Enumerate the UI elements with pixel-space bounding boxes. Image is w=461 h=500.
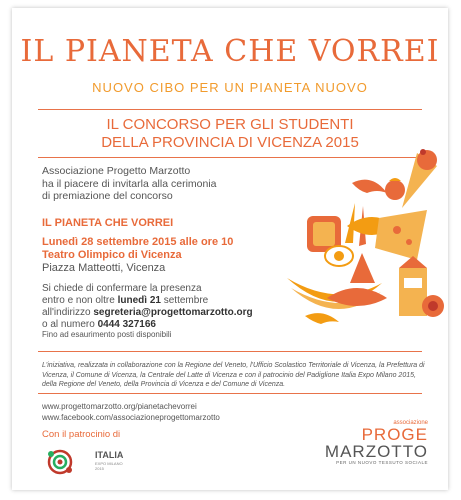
invitation-card bbox=[12, 8, 448, 490]
pm-logo-tagline: PER UN NUOVO TESSUTO SOCIALE bbox=[336, 460, 428, 465]
rsvp-line-3a: all'indirizzo bbox=[42, 307, 94, 318]
italia-logo-subtext: EXPO MILANO 2015 bbox=[95, 461, 123, 471]
ice-cream-icon bbox=[402, 149, 437, 208]
rsvp-line-1: Si chiede di confermare la presenza bbox=[42, 283, 202, 294]
shrimp-icon bbox=[305, 313, 339, 324]
shrimp-icon bbox=[352, 180, 387, 193]
pm-logo-word1: PROGE bbox=[361, 425, 428, 444]
facebook-link[interactable]: www.facebook.com/associazioneprogettomarzotto bbox=[42, 413, 220, 422]
rsvp-line-2a: entro e non oltre bbox=[42, 295, 118, 306]
food-illustration bbox=[267, 148, 447, 348]
invitation-line-2: ha il piacere di invitarla alla cerimonia bbox=[42, 177, 217, 190]
rsvp-line-2 bbox=[42, 295, 292, 307]
tomato-icon bbox=[385, 178, 405, 200]
page-subtitle: NUOVO CIBO PER UN PIANETA NUOVO bbox=[92, 80, 368, 95]
italia-expo-logo bbox=[42, 444, 132, 480]
links bbox=[42, 401, 220, 423]
event-name: IL PIANETA CHE VORREI bbox=[42, 217, 174, 229]
rsvp-email-link[interactable]: segreteria@progettomarzotto.org bbox=[93, 307, 253, 318]
invitation-line-3: di premiazione del concorso bbox=[42, 190, 173, 202]
page-title: IL PIANETA CHE VORREI bbox=[20, 34, 440, 69]
initiative-text: L'iniziativa, realizzata in collaborazione con la Regione del Veneto, l'Ufficio Scolastico Territoriale di Vicenza, la Prefettura di Vicenza, il Comune di Vicenza, la Centrale del Latte di Vicenza e con il patrocinio del Padiglione Italia Expo Milano 2015, della Regione del Veneto, della Provincia di Vicenza e del Comune di Vicenza. bbox=[42, 362, 425, 388]
rsvp-deadline: lunedì 21 bbox=[117, 295, 161, 306]
top-divider bbox=[38, 109, 422, 110]
egg-icon bbox=[325, 246, 353, 266]
event-when bbox=[42, 236, 292, 262]
cheese-icon bbox=[375, 210, 427, 260]
contest-heading bbox=[12, 116, 448, 152]
italia-logo-text: ITALIA bbox=[95, 450, 124, 460]
rsvp-line-4a: o al numero bbox=[42, 319, 98, 330]
tomato-icon bbox=[422, 295, 444, 317]
availability-note: Fino ad esaurimento posti disponibili bbox=[42, 330, 172, 339]
event-address: Piazza Matteotti, Vicenza bbox=[42, 262, 166, 274]
event-date: Lunedì 28 settembre 2015 alle ore 10 bbox=[42, 236, 234, 248]
lower-divider bbox=[38, 351, 422, 352]
italia-emblem-icon bbox=[42, 444, 92, 480]
website-link[interactable]: www.progettomarzotto.org/pianetachevorrei bbox=[42, 402, 197, 411]
rsvp-line-2c: settembre bbox=[160, 295, 209, 306]
contest-line-1: IL CONCORSO PER GLI STUDENTI bbox=[106, 116, 354, 133]
footer-divider bbox=[38, 393, 422, 394]
invitation-text bbox=[42, 165, 272, 203]
rsvp-text bbox=[42, 283, 292, 331]
invitation-line-1: Associazione Progetto Marzotto bbox=[42, 165, 191, 177]
rsvp-phone[interactable]: 0444 327166 bbox=[97, 319, 156, 330]
rsvp-line-3 bbox=[42, 307, 292, 319]
patronage-label: Con il patrocinio di bbox=[42, 429, 121, 440]
progetto-marzotto-logo bbox=[308, 420, 428, 480]
pm-logo-word2: MARZOTTO bbox=[324, 442, 428, 461]
event-venue: Teatro Olimpico di Vicenza bbox=[42, 249, 182, 261]
pm-logo-small: associazione bbox=[393, 420, 428, 426]
contest-line-2: DELLA PROVINCIA DI VICENZA 2015 bbox=[101, 134, 359, 151]
